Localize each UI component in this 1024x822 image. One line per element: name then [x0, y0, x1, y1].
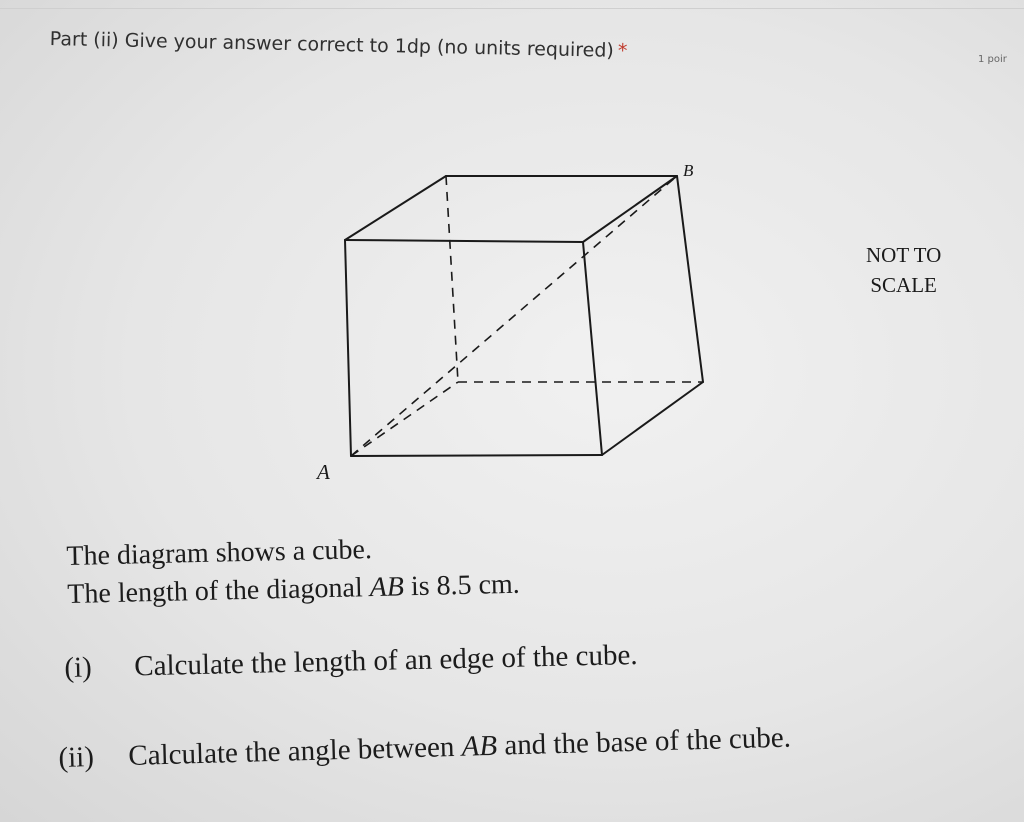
problem-line-2-suffix: is 8.5 cm.	[403, 568, 521, 603]
question-text: Part (ii) Give your answer correct to 1dp (no units required)	[49, 28, 615, 62]
problem-line-1: The diagram shows a cube.	[66, 534, 373, 572]
part-i-text: Calculate the length of an edge of the cube.	[133, 638, 638, 683]
diagonal-variable: AB	[369, 571, 405, 604]
front-left-edge	[345, 240, 351, 456]
part-i-number: (i)	[64, 651, 93, 684]
vertex-a-label: A	[317, 460, 330, 484]
top-left-edge	[345, 176, 446, 240]
part-ii-variable: AB	[461, 729, 498, 763]
diagonal-ab	[351, 176, 677, 456]
top-right-edge	[583, 176, 677, 242]
hidden-left-bottom-edge	[351, 382, 458, 456]
problem-line-2-prefix: The length of the diagonal	[66, 572, 371, 610]
not-to-scale-note	[866, 240, 941, 300]
points-label: 1 poir	[978, 54, 1007, 65]
part-ii-text-prefix: Calculate the angle between	[127, 730, 463, 773]
bottom-right-edge	[602, 382, 703, 455]
front-right-edge	[583, 242, 602, 455]
part-ii-text-suffix: and the base of the cube.	[496, 721, 792, 762]
problem-statement	[66, 528, 520, 614]
back-right-edge	[677, 176, 703, 382]
vertex-b-label: B	[683, 161, 694, 180]
required-marker: *	[617, 39, 628, 63]
part-ii-number: (ii)	[58, 741, 95, 774]
front-bottom-edge	[351, 455, 602, 456]
front-top-edge	[345, 240, 583, 242]
hidden-vertical-edge	[446, 176, 458, 382]
note-line-1: NOT TO	[866, 243, 942, 267]
note-line-2: SCALE	[870, 273, 937, 297]
